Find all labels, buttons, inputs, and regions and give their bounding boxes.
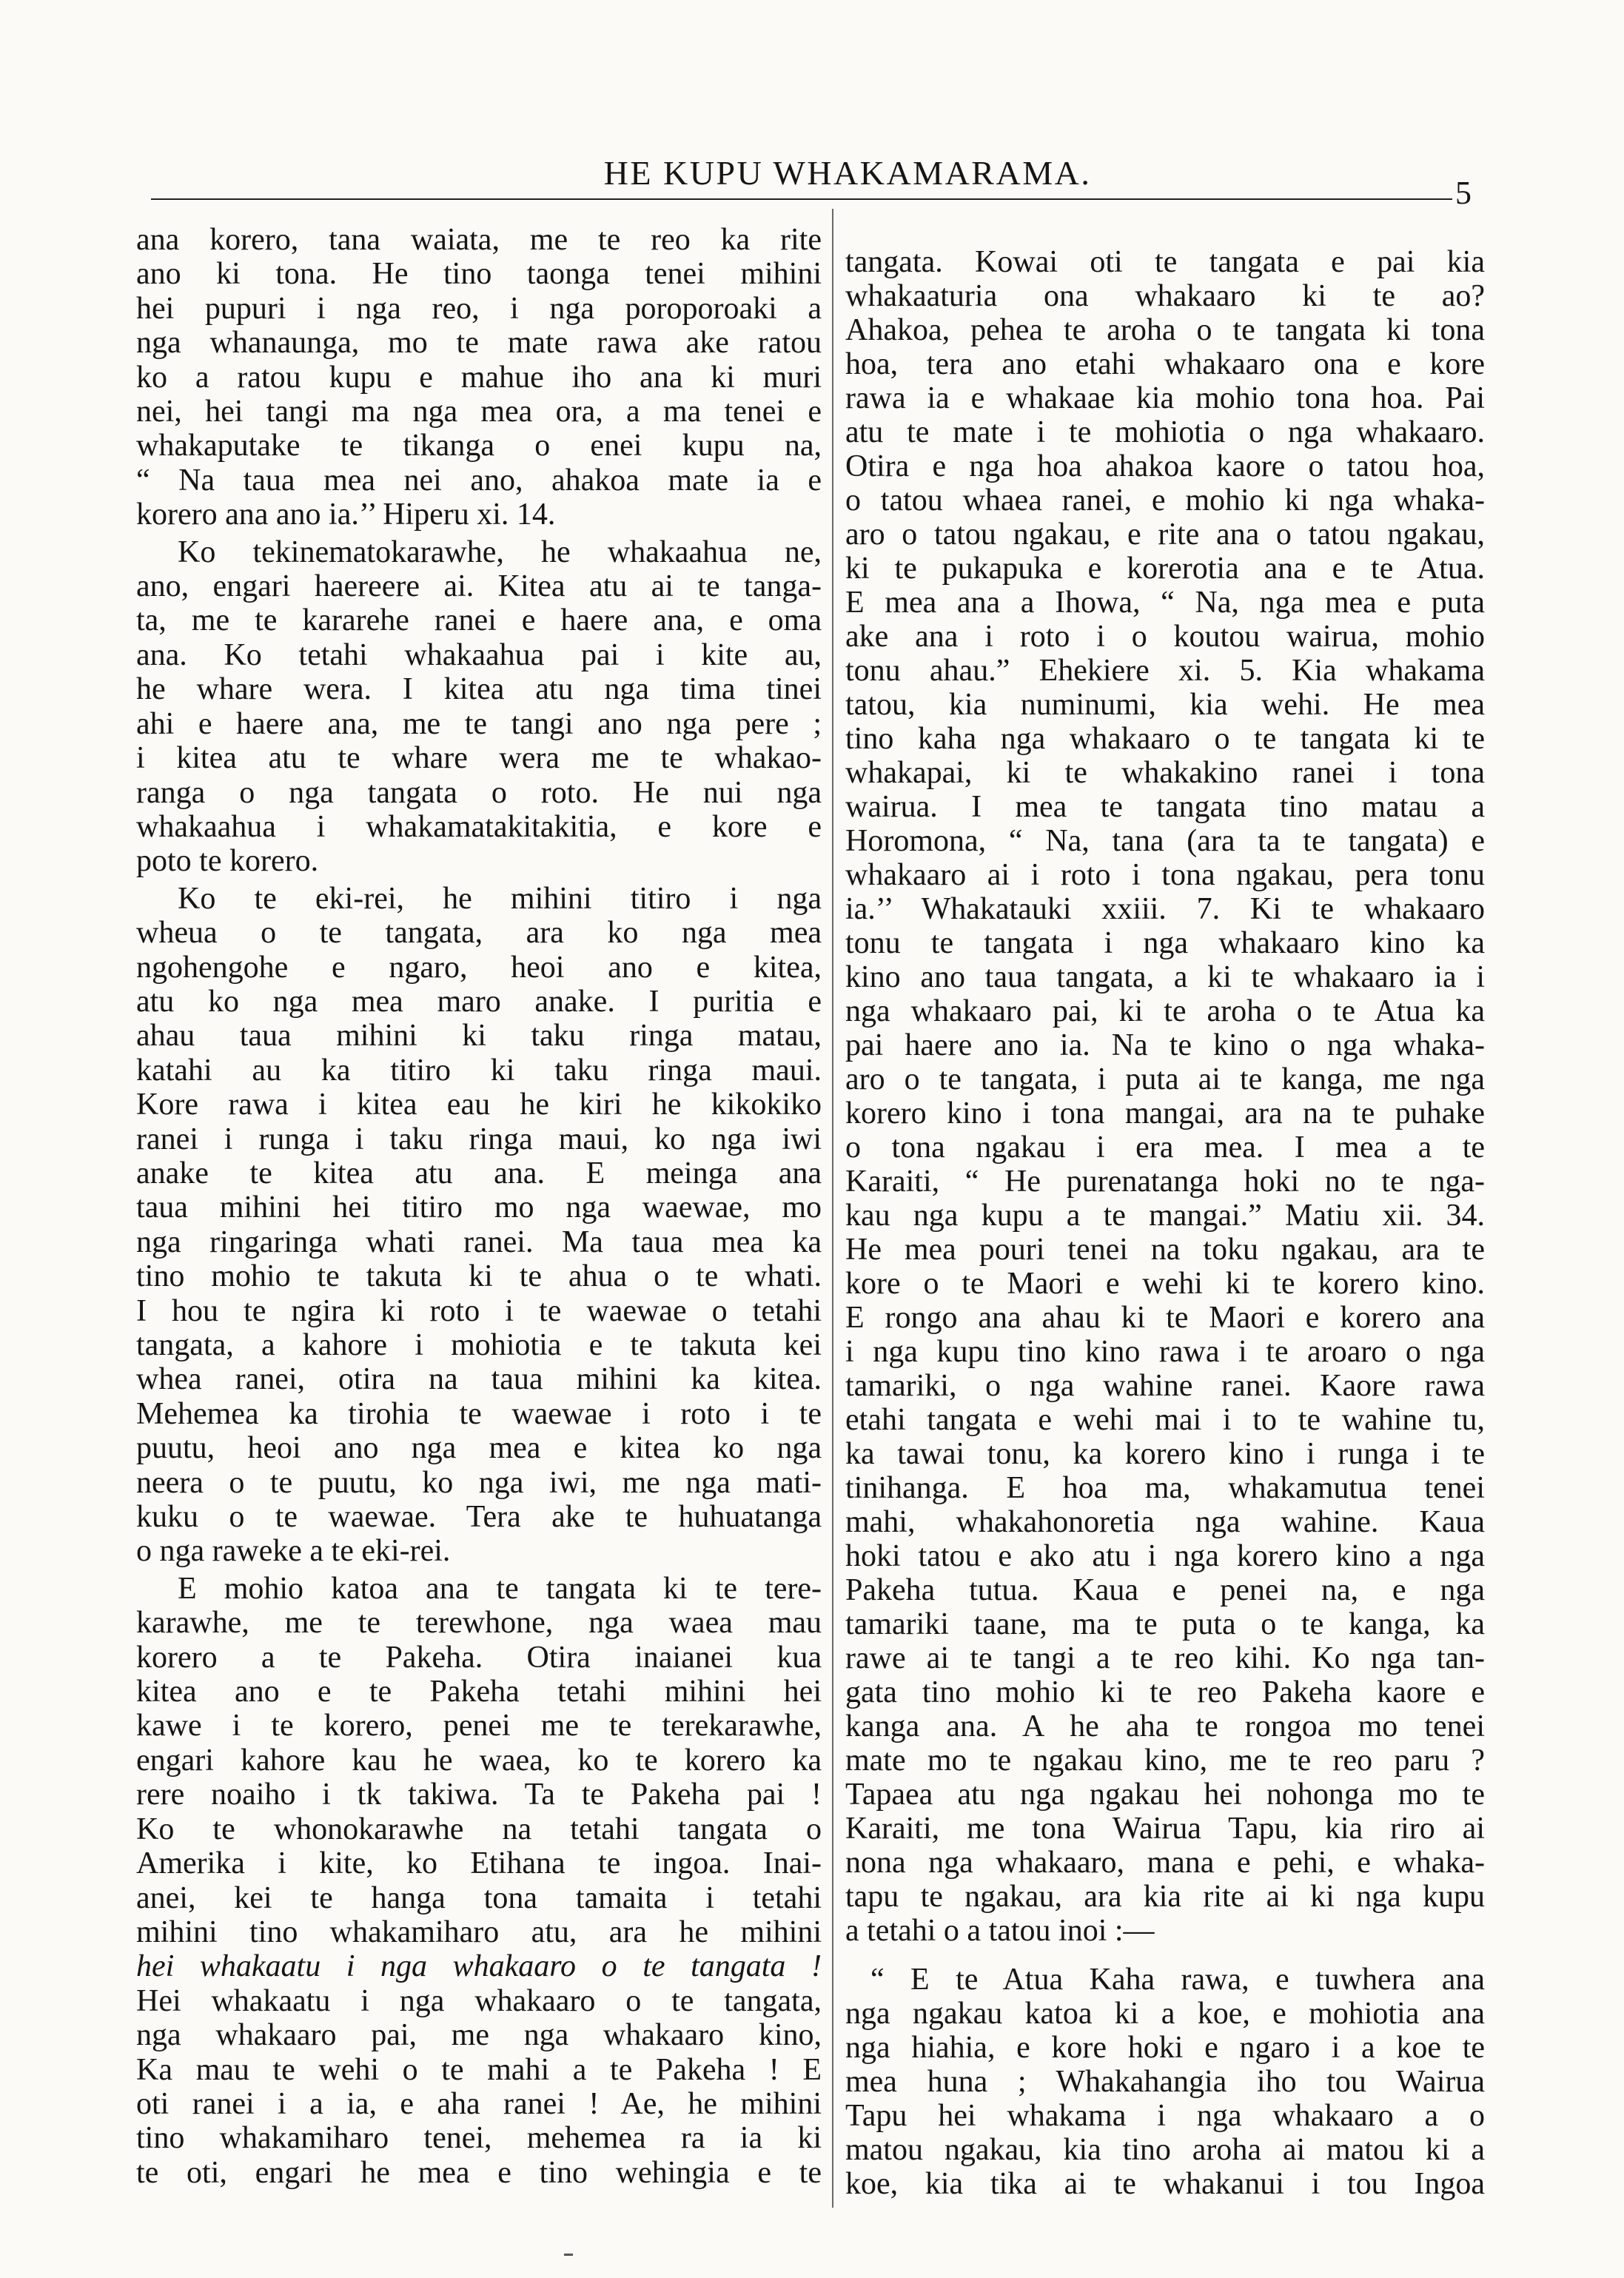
text-line: kitea ano e te Pakeha tetahi mihini hei	[136, 1675, 822, 1709]
text-line: taua mihini hei titiro mo nga waewae, mo	[136, 1190, 822, 1225]
text-line: whea ranei, otira na taua mihini ka kitea.	[136, 1362, 822, 1397]
paragraph	[136, 223, 822, 532]
text-line: korero ana ano ia.’’ Hiperu xi. 14.	[136, 498, 556, 532]
text-line: o tatou whaea ranei, e mohio ki nga whaka-	[845, 483, 1485, 517]
text-line: ana. Ko tetahi whakaahua pai i kite au,	[136, 637, 822, 672]
text-line: “ E te Atua Kaha rawa, e tuwhera ana	[870, 1963, 1485, 1997]
text-line: nona nga whakaaro, mana e pehi, e whaka-	[845, 1846, 1485, 1880]
text-line: E mea ana a Ihowa, “ Na, nga mea e puta	[845, 586, 1485, 620]
text-line: nga whanaunga, mo te mate rawa ake ratou	[136, 326, 822, 361]
text-line: pai haere ano ia. Na te kino o nga whaka-	[845, 1028, 1485, 1062]
text-line: atu ko nga mea maro anake. I puritia e	[136, 984, 822, 1019]
text-line: Mehemea ka tirohia te waewae i roto i te	[136, 1396, 822, 1431]
text-line: Amerika i kite, ko Etihana te ingoa. Inai-	[136, 1846, 822, 1881]
text-line: Tapu hei whakama i nga whakaaro a o	[845, 2099, 1485, 2133]
text-line: kore o te Maori e wehi ki te korero kino.	[845, 1267, 1485, 1301]
text-line: tatou, kia numinumi, kia wehi. He mea	[845, 688, 1485, 722]
paragraph	[136, 535, 822, 879]
text-line: wairua. I mea te tangata tino matau a	[845, 790, 1485, 824]
text-line: nga ngakau katoa ki a koe, e mohiotia ana	[845, 1997, 1485, 2031]
text-line: mihini tino whakamiharo atu, ara he mihini	[136, 1914, 822, 1949]
page-number: 5	[1455, 175, 1472, 211]
text-line: whakaaro ai i roto i tona ngakau, pera tonu	[845, 858, 1485, 892]
text-line: ahi e haere ana, me te tangi ano nga pere ;	[136, 706, 822, 741]
text-line: Ko te whonokarawhe na tetahi tangata o	[136, 1812, 822, 1846]
text-line: aro o tatou ngakau, e rite ana o tatou ngakau,	[845, 517, 1485, 552]
text-line: ano, engari haereere ai. Kitea atu ai te tanga-	[136, 569, 822, 604]
text-line: oti ranei i a ia, e aha ranei ! Ae, he mihini	[136, 2086, 822, 2121]
text-line: katahi au ka titiro ki taku ringa maui.	[136, 1053, 822, 1088]
text-line: ake ana i roto i o koutou wairua, mohio	[845, 620, 1485, 654]
text-line: tangata, a kahore i mohiotia e te takuta kei	[136, 1328, 822, 1362]
text-line: whakaaturia ona whakaaro ki te ao?	[845, 279, 1485, 313]
text-line: Hei whakaatu i nga whakaaro o te tangata,	[136, 1983, 822, 2018]
text-line: Ko tekinematokarawhe, he whakaahua ne,	[178, 535, 822, 569]
text-line: Karaiti, me tona Wairua Tapu, kia riro ai	[845, 1812, 1485, 1846]
text-line: Karaiti, “ He purenatanga hoki no te nga-	[845, 1165, 1485, 1199]
text-line: engari kahore kau he waea, ko te korero ka	[136, 1743, 822, 1778]
text-line: tonu ahau.” Ehekiere xi. 5. Kia whakama	[845, 654, 1485, 688]
text-line: rawa ia e whakaae kia mohio tona hoa. Pai	[845, 381, 1485, 415]
text-line: atu te mate i te mohiotia o nga whakaaro.	[845, 415, 1485, 449]
text-line: aro o te tangata, i puta ai te kanga, me nga	[845, 1062, 1485, 1096]
text-line: rawe ai te tangi a te reo kihi. Ko nga tan-	[845, 1641, 1485, 1675]
text-line: o nga raweke a te eki-rei.	[136, 1534, 451, 1569]
emphasized-text-line: hei whakaatu i nga whakaaro o te tangata !	[136, 1949, 822, 1984]
text-line: tamariki, o nga wahine ranei. Kaore rawa	[845, 1369, 1485, 1403]
text-line: Ka mau te wehi o te mahi a te Pakeha ! E	[136, 2052, 822, 2087]
text-line: i kitea atu te whare wera me te whakao-	[136, 741, 822, 776]
text-line: whakapai, ki te whakakino ranei i tona	[845, 756, 1485, 790]
text-line: nga whakaaro pai, me nga whakaaro kino,	[136, 2018, 822, 2053]
text-line: rere noaiho i tk takiwa. Ta te Pakeha pai !	[136, 1778, 822, 1812]
header-rule	[151, 198, 1452, 200]
text-line: He mea pouri tenei na toku ngakau, ara te	[845, 1233, 1485, 1267]
paragraph	[136, 882, 822, 1569]
text-line: anake te kitea atu ana. E meinga ana	[136, 1156, 822, 1190]
text-line: tangata. Kowai oti te tangata e pai kia	[845, 245, 1485, 279]
text-line: anei, kei te hanga tona tamaita i tetahi	[136, 1880, 822, 1915]
text-line: Ko te eki-rei, he mihini titiro i nga	[178, 881, 822, 916]
text-line: ia.’’ Whakatauki xxiii. 7. Ki te whakaaro	[845, 892, 1485, 926]
text-line: E mohio katoa ana te tangata ki te tere-	[178, 1571, 822, 1606]
text-line: kino ano taua tangata, a ki te whakaaro ia i	[845, 960, 1485, 994]
text-line: hoa, tera ano etahi whakaaro ona e kore	[845, 347, 1485, 381]
text-line: tapu te ngakau, ara kia rite ai ki nga kupu	[845, 1880, 1485, 1914]
text-line: he whare wera. I kitea atu nga tima tinei	[136, 672, 822, 707]
text-line: Pakeha tutua. Kaua e penei na, e nga	[845, 1573, 1485, 1607]
text-line: tamariki taane, ma te puta o te kanga, ka	[845, 1607, 1485, 1641]
text-line: Ahakoa, pehea te aroha o te tangata ki tona	[845, 313, 1485, 347]
paragraph	[845, 1963, 1485, 2201]
text-line: Horomona, “ Na, tana (ara ta te tangata) e	[845, 824, 1485, 858]
text-line: ko a ratou kupu e mahue iho ana ki muri	[136, 360, 822, 395]
text-line: tinihanga. E hoa ma, whakamutua tenei	[845, 1471, 1485, 1505]
text-line: tino mohio te takuta ki te ahua o te whati.	[136, 1259, 822, 1294]
text-line: a tetahi o a tatou inoi :—	[845, 1914, 1155, 1948]
text-line: poto te korero.	[136, 844, 319, 879]
running-head: HE KUPU WHAKAMARAMA.	[603, 154, 1092, 192]
text-line: nga hiahia, e kore hoki e ngaro i a koe te	[845, 2031, 1485, 2065]
text-line: tonu te tangata i nga whakaaro kino ka	[845, 926, 1485, 960]
text-line: gata tino mohio ki te reo Pakeha kaore e	[845, 1675, 1485, 1709]
text-line: kuku o te waewae. Tera ake te huhuatanga	[136, 1500, 822, 1535]
text-line: nga ringaringa whati ranei. Ma taua mea ka	[136, 1225, 822, 1259]
text-line: hei pupuri i nga reo, i nga poroporoaki a	[136, 291, 822, 326]
text-line: ahau taua mihini ki taku ringa matau,	[136, 1019, 822, 1053]
text-line: ta, me te kararehe ranei e haere ana, e oma	[136, 603, 822, 638]
text-line: whakaahua i whakamatakitakitia, e kore e	[136, 809, 822, 844]
text-line: tino whakamiharo tenei, mehemea ra ia ki	[136, 2121, 822, 2156]
text-line: wheua o te tangata, ara ko nga mea	[136, 916, 822, 951]
text-line: Tapaea atu nga ngakau hei nohonga mo te	[845, 1778, 1485, 1812]
text-line: hoki tatou e ako atu i nga korero kino a nga	[845, 1539, 1485, 1573]
text-line: korero kino i tona mangai, ara na te puhake	[845, 1096, 1485, 1130]
text-line: karawhe, me te terewhone, nga waea mau	[136, 1606, 822, 1641]
text-line: ano ki tona. He tino taonga tenei mihini	[136, 257, 822, 292]
text-line: ranei i runga i taku ringa maui, ko nga iwi	[136, 1122, 822, 1156]
text-line: mahi, whakahonoretia nga wahine. Kaua	[845, 1505, 1485, 1539]
paragraph	[845, 245, 1485, 1948]
text-line: nga whakaaro pai, ki te aroha o te Atua ka	[845, 994, 1485, 1028]
text-line: ki te pukapuka e korerotia ana e te Atua.	[845, 552, 1485, 586]
text-line: ranga o nga tangata o roto. He nui nga	[136, 775, 822, 810]
printer-mark	[564, 2254, 573, 2256]
paragraph	[136, 1572, 822, 2190]
left-column	[136, 223, 822, 2190]
text-line: nei, hei tangi ma nga mea ora, a ma tenei e	[136, 395, 822, 429]
text-line: etahi tangata e wehi mai i to te wahine tu,	[845, 1403, 1485, 1437]
text-line: mea huna ; Whakahangia iho tou Wairua	[845, 2065, 1485, 2099]
text-line: puutu, heoi ano nga mea e kitea ko nga	[136, 1431, 822, 1466]
text-line: tino kaha nga whakaaro o te tangata ki te	[845, 722, 1485, 756]
text-line: kanga ana. A he aha te rongoa mo tenei	[845, 1709, 1485, 1743]
text-line: korero a te Pakeha. Otira inaianei kua	[136, 1640, 822, 1675]
text-line: i nga kupu tino kino rawa i te aroaro o nga	[845, 1335, 1485, 1369]
text-line: Kore rawa i kitea eau he kiri he kikokiko	[136, 1088, 822, 1122]
text-line: ngohengohe e ngaro, heoi ano e kitea,	[136, 950, 822, 985]
text-line: Otira e nga hoa ahakoa kaore o tatou hoa,	[845, 449, 1485, 483]
text-line: ka tawai tonu, ka korero kino i runga i te	[845, 1437, 1485, 1471]
text-line: o tona ngakau i era mea. I mea a te	[845, 1130, 1485, 1165]
column-divider	[832, 209, 833, 2208]
text-line: matou ngakau, kia tino aroha ai matou ki a	[845, 2133, 1485, 2167]
text-line: koe, kia tika ai te whakanui i tou Ingoa	[845, 2167, 1485, 2201]
text-line: I hou te ngira ki roto i te waewae o tetahi	[136, 1293, 822, 1328]
text-line: E rongo ana ahau ki te Maori e korero ana	[845, 1301, 1485, 1335]
text-line: neera o te puutu, ko nga iwi, me nga mati-	[136, 1465, 822, 1500]
text-line: ana korero, tana waiata, me te reo ka rite	[136, 223, 822, 257]
text-line: mate mo te ngakau kino, me te reo paru ?	[845, 1743, 1485, 1778]
text-line: “ Na taua mea nei ano, ahakoa mate ia e	[136, 463, 822, 498]
text-line: kau nga kupu a te mangai.” Matiu xii. 34.	[845, 1199, 1485, 1233]
text-line: te oti, engari he mea e tino wehingia e te	[136, 2155, 822, 2190]
right-column	[845, 245, 1485, 2201]
text-line: kawe i te korero, penei me te terekarawhe,	[136, 1709, 822, 1743]
text-line: whakaputake te tikanga o enei kupu na,	[136, 429, 822, 463]
